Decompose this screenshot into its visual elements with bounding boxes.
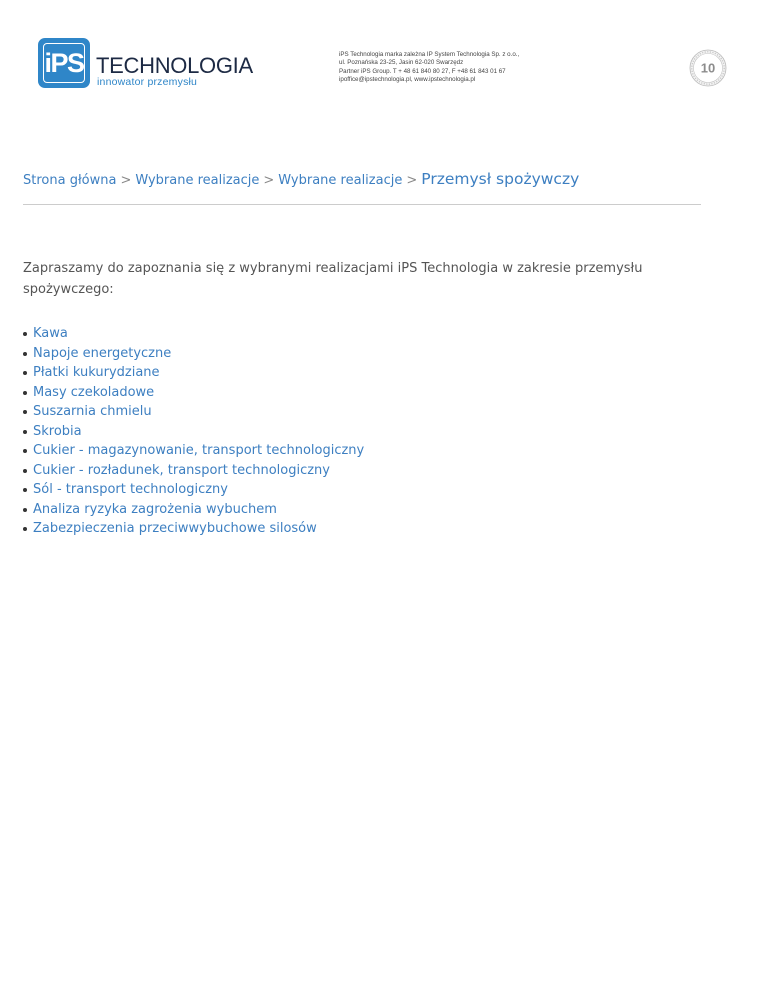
project-link-napoje[interactable]: Napoje energetyczne: [33, 345, 172, 361]
project-link-skrobia[interactable]: Skrobia: [33, 423, 82, 439]
project-link-cukier-magazynowanie[interactable]: Cukier - magazynowanie, transport technologiczny: [33, 443, 365, 458]
project-link-cukier-rozladunek[interactable]: Cukier - rozładunek, transport technologiczny: [33, 462, 330, 478]
project-link-analiza-ryzyka[interactable]: Analiza ryzyka zagrożenia wybuchem: [33, 501, 277, 517]
project-link-platki[interactable]: Płatki kukurydziane: [33, 365, 160, 380]
breadcrumb-separator: >: [263, 173, 275, 188]
list-item: [23, 422, 364, 442]
bullet-icon: [23, 391, 27, 395]
anniversary-badge-icon: [689, 49, 727, 87]
breadcrumb-link-realizations-sub[interactable]: Wybrane realizacje: [278, 173, 403, 188]
contact-line: ul. Poznańska 23-25, Jasin 62-020 Swarzędz: [339, 59, 464, 67]
logo-mark: [38, 38, 90, 88]
bullet-icon: [23, 430, 27, 434]
contact-info: [339, 51, 519, 84]
bullet-icon: [23, 332, 27, 336]
intro-text: Zapraszamy do zapoznania się z wybranymi realizacjami iPS Technologia w zakresie przemysłu spożywczego:: [23, 261, 643, 297]
badge-number: 10: [700, 60, 716, 76]
bullet-icon: [23, 449, 27, 453]
list-item: [23, 519, 364, 539]
projects-list: [23, 324, 364, 539]
project-link-sol[interactable]: Sól - transport technologiczny: [33, 482, 228, 497]
project-link-kawa[interactable]: Kawa: [33, 326, 68, 341]
page-header: [0, 0, 768, 110]
contact-line: Partner iPS Group. T + 48 61 840 80 27, F +48 61 843 01 67: [339, 67, 506, 75]
bullet-icon: [23, 508, 27, 512]
project-link-zabezpieczenia-silosow[interactable]: Zabezpieczenia przeciwwybuchowe silosów: [33, 521, 317, 536]
logo-mark-text: iPS: [44, 48, 84, 78]
contact-line: iPS Technologia marka zależna IP System Technologia Sp. z o.o.,: [339, 51, 520, 58]
list-item: [23, 324, 364, 344]
list-item: [23, 480, 364, 500]
bullet-icon: [23, 352, 27, 356]
project-link-suszarnia[interactable]: Suszarnia chmielu: [33, 404, 152, 419]
project-link-masy[interactable]: Masy czekoladowe: [33, 384, 155, 400]
breadcrumb-link-realizations[interactable]: Wybrane realizacje: [135, 173, 260, 188]
breadcrumb-current-page: Przemysł spożywczy: [421, 170, 580, 188]
list-item: [23, 344, 364, 364]
breadcrumb: [23, 167, 701, 205]
breadcrumb-separator: >: [406, 173, 418, 188]
breadcrumb-separator: >: [120, 173, 132, 188]
contact-line: ipoffice@ipstechnologia.pl, www.ipstechnologia.pl: [339, 75, 476, 83]
bullet-icon: [23, 527, 27, 531]
list-item: [23, 441, 364, 461]
bullet-icon: [23, 488, 27, 492]
company-logo[interactable]: [38, 37, 258, 91]
list-item: [23, 363, 364, 383]
logo-tagline: innowator przemysłu: [97, 76, 198, 88]
breadcrumb-link-home[interactable]: Strona główna: [23, 173, 117, 188]
list-item: [23, 402, 364, 422]
bullet-icon: [23, 410, 27, 414]
list-item: [23, 500, 364, 520]
list-item: [23, 461, 364, 481]
bullet-icon: [23, 469, 27, 473]
list-item: [23, 383, 364, 403]
bullet-icon: [23, 371, 27, 375]
logo-wordmark: TECHNOLOGIA: [96, 53, 253, 78]
